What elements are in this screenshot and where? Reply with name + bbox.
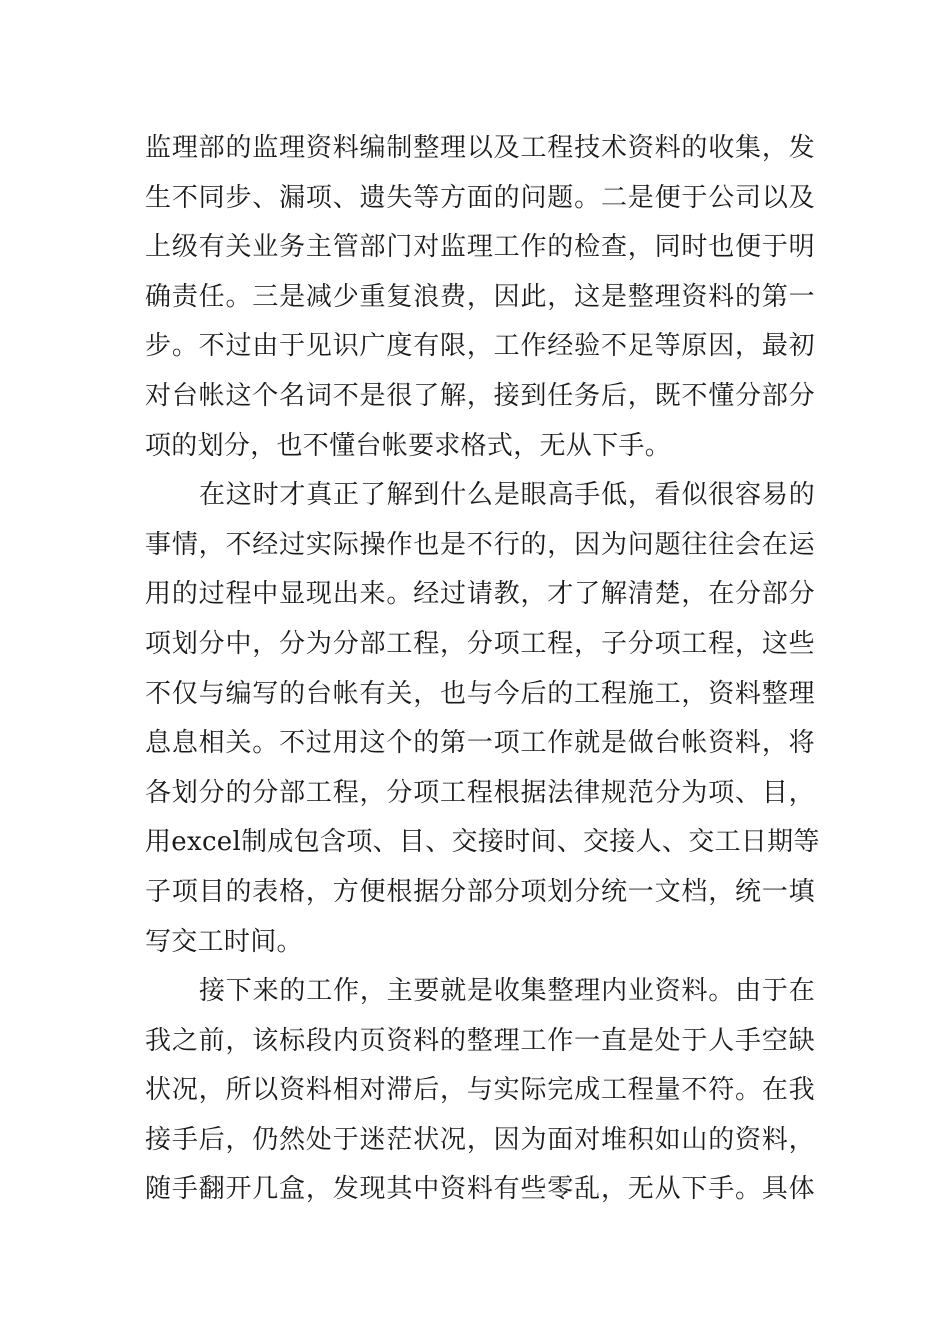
text-line: 用excel制成包含项、目、交接时间、交接人、交工日期等	[145, 827, 820, 858]
text-line: 接手后，仍然处于迷茫状况，因为面对堆积如山的资料，	[145, 1124, 815, 1155]
text-line: 写交工时间。	[145, 926, 303, 957]
text-line: 监理部的监理资料编制整理以及工程技术资料的收集，发	[145, 133, 815, 163]
text-line: 事情，不经过实际操作也是不行的，因为问题往往会在运	[145, 529, 815, 560]
text-line: 不仅与编写的台帐有关，也与今后的工程施工，资料整理	[145, 678, 815, 709]
document-body	[145, 124, 820, 1215]
text-line: 项划分中，分为分部工程，分项工程，子分项工程，这些	[145, 628, 815, 659]
text-line: 各划分的分部工程，分项工程根据法律规范分为项、目，	[145, 777, 815, 808]
text-line: 我之前，该标段内页资料的整理工作一直是处于人手空缺	[145, 1025, 815, 1056]
text-line: 项的划分，也不懂台帐要求格式，无从下手。	[145, 430, 672, 461]
text-line: 子项目的表格，方便根据分部分项划分统一文档，统一填	[145, 876, 815, 907]
text-line: 在这时才真正了解到什么是眼高手低，看似很容易的	[199, 480, 815, 511]
text-line: 生不同步、漏项、遗失等方面的问题。二是便于公司以及	[145, 182, 815, 213]
paragraph-1	[145, 124, 815, 471]
paragraph-3	[145, 967, 815, 1215]
text-line: 确责任。三是减少重复浪费，因此，这是整理资料的第一	[145, 281, 815, 312]
text-line: 状况，所以资料相对滞后，与实际完成工程量不符。在我	[145, 1075, 815, 1106]
text-line: 上级有关业务主管部门对监理工作的检查，同时也便于明	[145, 232, 815, 263]
text-line: 接下来的工作，主要就是收集整理内业资料。由于在	[199, 976, 815, 1007]
text-line: 用的过程中显现出来。经过请教，才了解清楚，在分部分	[145, 579, 815, 610]
paragraph-2	[145, 471, 820, 967]
text-line: 对台帐这个名词不是很了解，接到任务后，既不懂分部分	[145, 380, 815, 411]
text-line: 随手翻开几盒，发现其中资料有些零乱，无从下手。具体	[145, 1174, 815, 1205]
text-line: 息息相关。不过用这个的第一项工作就是做台帐资料，将	[145, 728, 815, 759]
text-line: 步。不过由于见识广度有限，工作经验不足等原因，最初	[145, 331, 815, 362]
